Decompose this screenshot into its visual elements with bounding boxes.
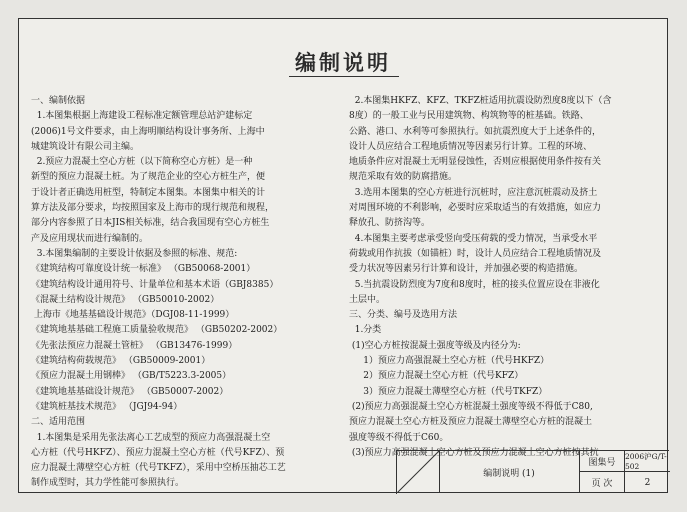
right-column — [349, 94, 661, 461]
sheet-name: 编制说明 (1) — [439, 451, 580, 493]
text-line: 一、编制依据 — [31, 96, 86, 106]
text-line: 部分内容参照了日本JIS相关标准，结合我国现有空心方桩生 — [31, 218, 270, 229]
text-line: 荷载或用作抗拔（如锚桩）时，设计人员应结合工程地质情况及 — [349, 248, 602, 259]
atlas-value: 2006沪G/T-502 — [625, 451, 670, 472]
text-line: 3.本图集编制的主要设计依据及参照的标准、规范: — [31, 248, 238, 259]
text-line: 对周围环境的不利影响，必要时应采取适当的有效措施，如应力 — [349, 203, 602, 214]
text-line: 2）预应力混凝土空心方桩（代号KFZ） — [349, 371, 524, 382]
text-line: 三、分类、编号及选用方法 — [349, 310, 458, 321]
text-line: 二、适用范围 — [31, 417, 86, 428]
left-column — [31, 94, 331, 492]
text-line: 《建筑结构可靠度设计统一标准》 （GB50068-2001） — [31, 264, 256, 275]
page-label: 页 次 — [580, 472, 625, 493]
text-line: 2.本图集HKFZ、KFZ、TKFZ桩适用抗震设防烈度8度以下（含 — [349, 96, 612, 106]
text-line: (2)预应力高强混凝土空心方桩混凝土强度等级不得低于C80, — [349, 401, 593, 412]
drawing-sheet — [18, 18, 668, 493]
page-value: 2 — [644, 477, 651, 488]
text-line: 预应力混凝土空心方桩及预应力混凝土薄壁空心方桩的混凝土 — [349, 417, 593, 428]
text-line: 4.本图集主要考虑承受竖向受压荷载的受力情况，当承受水平 — [349, 233, 598, 244]
text-line: 《建筑结构设计通用符号、计量单位和基本术语（GBJ8385） — [31, 279, 279, 290]
text-line: 新型的预应力混凝土桩。为了规范企业的空心方桩生产，便 — [31, 172, 266, 183]
logo-box — [397, 451, 440, 493]
text-line: 公路、港口、水利等可参照执行。如抗震烈度大于上述条件的， — [349, 126, 602, 137]
text-line: 3）预应力混凝土薄壁空心方桩（代号TKFZ） — [349, 386, 548, 397]
text-line: 3.选用本图集的空心方桩进行沉桩时，应注意沉桩震动及挤土 — [349, 187, 598, 198]
text-line: 算方法及部分要求，均按照国家及上海市的现行规范和规程， — [31, 203, 275, 214]
title-block — [396, 450, 669, 494]
text-line: 设计人员应结合工程地质情况等因素另行计算。工程的环境、 — [349, 141, 593, 152]
text-line: 释放孔、防挤沟等。 — [349, 218, 431, 229]
text-line: 规范采取有效的防腐措施。 — [349, 172, 458, 183]
text-line: 土层中。 — [349, 294, 386, 305]
text-line: 1）预应力高强混凝土空心方桩（代号HKFZ） — [349, 356, 550, 367]
text-line: 《建筑地基基础设计规范》 （GB50007-2002） — [31, 386, 229, 397]
text-line: 《建筑地基基础工程施工质量验收规范》 （GB50202-2002） — [31, 325, 283, 336]
text-line: 2.预应力混凝土空心方桩（以下简称空心方桩）是一种 — [31, 157, 253, 168]
text-line: 产及应用现状而进行编制的。 — [31, 233, 149, 244]
text-line: 制作成型时，其力学性能可参照执行。 — [31, 478, 185, 489]
text-line: (3)预应力高强混凝土空心方桩及预应力混凝土空心方桩按其抗 — [349, 447, 599, 458]
text-line: 1.本图集根据上海建设工程标准定额管理总站沪建标定 — [31, 111, 253, 122]
text-line: (1)空心方桩按混凝土强度等级及内径分为: — [349, 340, 521, 351]
text-line: 《先张法预应力混凝土管桩》 （GB13476-1999） — [31, 340, 238, 351]
text-line: 5.当抗震设防烈度为7度和8度时，桩的接头位置应设在非液化 — [349, 279, 600, 290]
text-line: 心方桩（代号HKFZ）、预应力混凝土空心方桩（代号KFZ）、预 — [31, 447, 285, 458]
text-line: 城建筑设计有限公司主编。 — [31, 141, 140, 152]
text-line: 《预应力混凝土用钢棒》 （GB/T5223.3-2005） — [31, 371, 232, 382]
text-line: 《混凝土结构设计规范》 （GB50010-2002） — [31, 294, 220, 305]
atlas-label: 图集号 — [580, 451, 625, 472]
text-line: 于设计者正确选用桩型，特制定本图集。本图集中相关的计 — [31, 187, 266, 198]
text-line: 《建筑结构荷载规范》 （GB50009-2001） — [31, 356, 211, 367]
text-line: 强度等级不得低于C60。 — [349, 432, 449, 443]
text-line: 上海市《地基基础设计规范》（DGJ08-11-1999） — [31, 310, 235, 321]
text-line: 1.分类 — [349, 325, 382, 336]
text-line: 1.本图集是采用先张法离心工艺成型的预应力高强混凝土空 — [31, 432, 271, 443]
diagonal-logo-icon — [397, 451, 439, 493]
text-line: (2006)1号文件要求，由上海明顺结构设计事务所、上海中 — [31, 126, 265, 137]
title-underline — [289, 76, 399, 77]
text-line: 《建筑桩基技术规范》 （JGJ94-94） — [31, 401, 183, 412]
page-title: 编制说明 — [295, 51, 391, 75]
text-line: 受力状况等因素另行计算和设计，并加强必要的构造措施。 — [349, 264, 584, 275]
text-line: 应力混凝土薄壁空心方桩（代号TKFZ），采用中空桥压抽芯工艺 — [31, 463, 286, 474]
text-line: 8度）的一般工业与民用建筑物、构筑物等的桩基础。铁路、 — [349, 111, 589, 122]
text-line: 地质条件应对混凝土无明显侵蚀性，否则应根据使用条件按有关 — [349, 157, 602, 168]
